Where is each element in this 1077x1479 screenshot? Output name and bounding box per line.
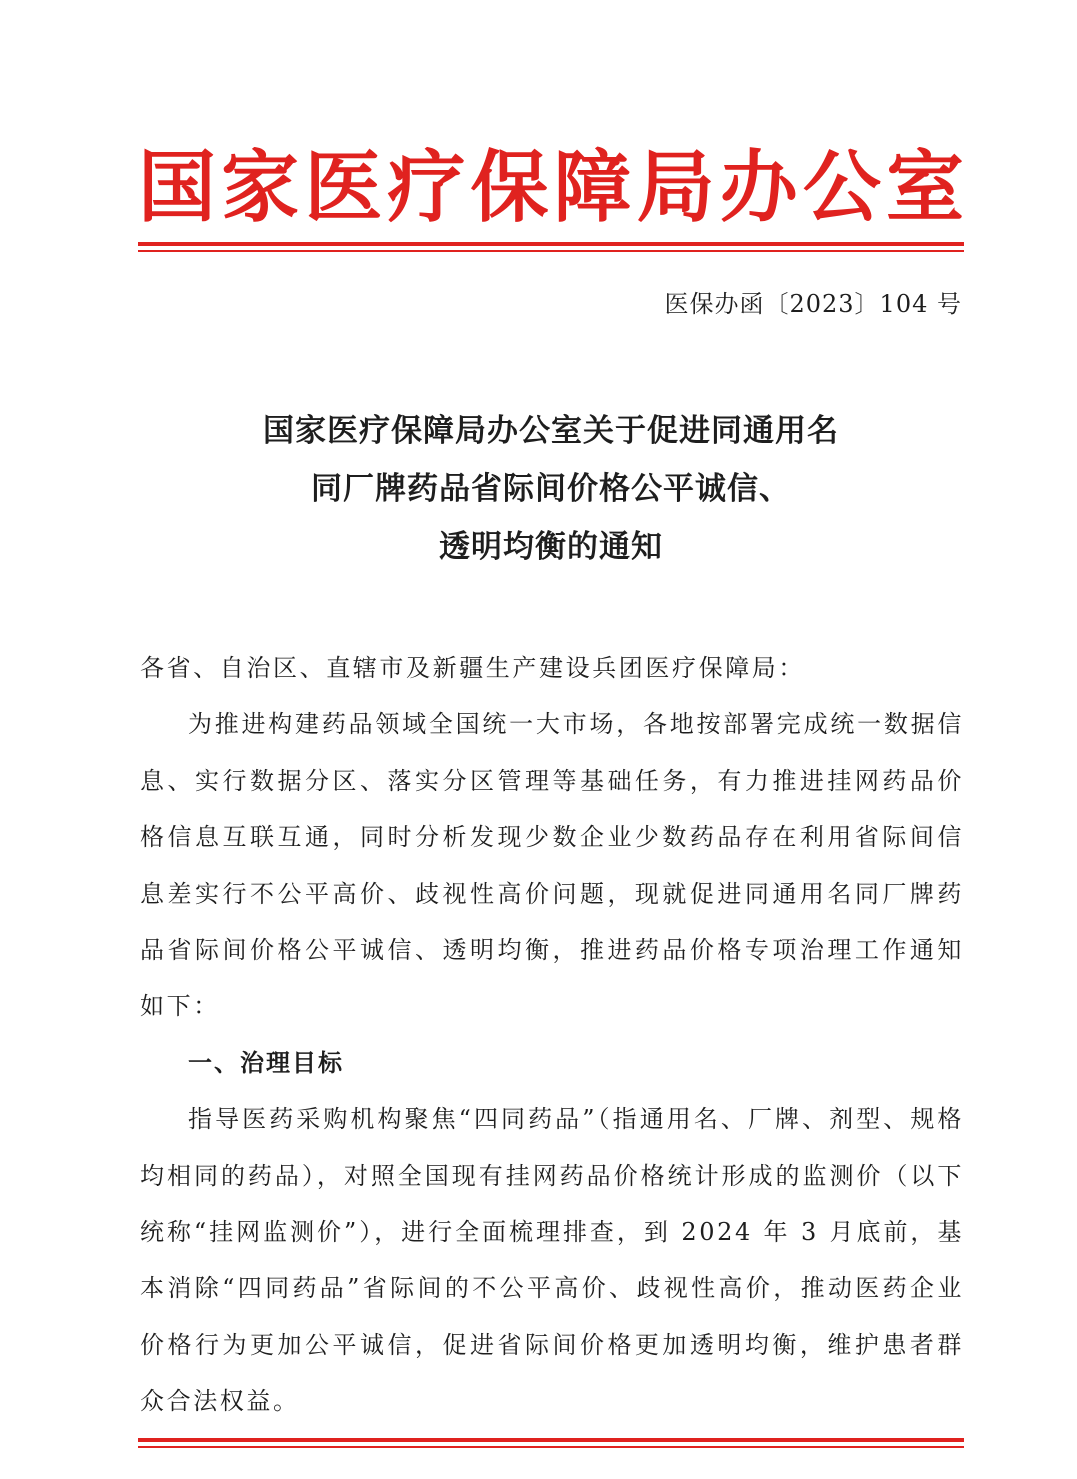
masthead-red-divider [138, 242, 964, 252]
masthead-char: 保 [470, 142, 549, 233]
title-line: 国家医疗保障局办公室关于促进同通用名 [263, 413, 839, 449]
masthead-char: 疗 [387, 142, 466, 233]
section-heading: 一、治理目标 [188, 1048, 344, 1077]
masthead-char: 局 [636, 142, 715, 233]
masthead-char: 室 [885, 142, 964, 233]
masthead-char: 家 [221, 142, 300, 233]
title-line: 同厂牌药品省际间价格公平诚信、 [311, 471, 791, 507]
masthead-char: 障 [553, 142, 632, 233]
title-line: 透明均衡的通知 [439, 529, 663, 565]
masthead-char: 办 [719, 142, 798, 233]
document-title [138, 402, 964, 576]
document-number: 医保办函〔2023〕104 号 [664, 290, 962, 318]
intro-paragraph: 为推进构建药品领域全国统一大市场，各地按部署完成统一数据信息、实行数据分区、落实分区管理等基础任务，有力推进挂网药品价格信息互联互通，同时分析发现少数企业少数药品存在利用省际间信息差实行不公平高价、歧视性高价问题，现就促进同通用名同厂牌药品省际间价格公平诚信、透明均衡，推进药品价格专项治理工作通知如下： [140, 710, 964, 1021]
issuing-office-masthead [138, 140, 964, 236]
salutation: 各省、自治区、直辖市及新疆生产建设兵团医疗保障局： [140, 654, 805, 682]
footer-red-divider [138, 1438, 964, 1448]
masthead-char: 国 [138, 142, 217, 233]
document-body [140, 640, 964, 1430]
section-paragraph: 指导医药采购机构聚焦“四同药品”（指通用名、厂牌、剂型、规格均相同的药品），对照全国现有挂网药品价格统计形成的监测价（以下统称“挂网监测价”），进行全面梳理排查，到 2024 年 3 月底前，基本消除“四同药品”省际间的不公平高价、歧视性高价，推动医药企业价格行为更加公平诚信，促进省际间价格更加透明均衡，维护患者群众合法权益。 [140, 1105, 964, 1416]
masthead-char: 公 [802, 142, 881, 233]
masthead-char: 医 [304, 142, 383, 233]
